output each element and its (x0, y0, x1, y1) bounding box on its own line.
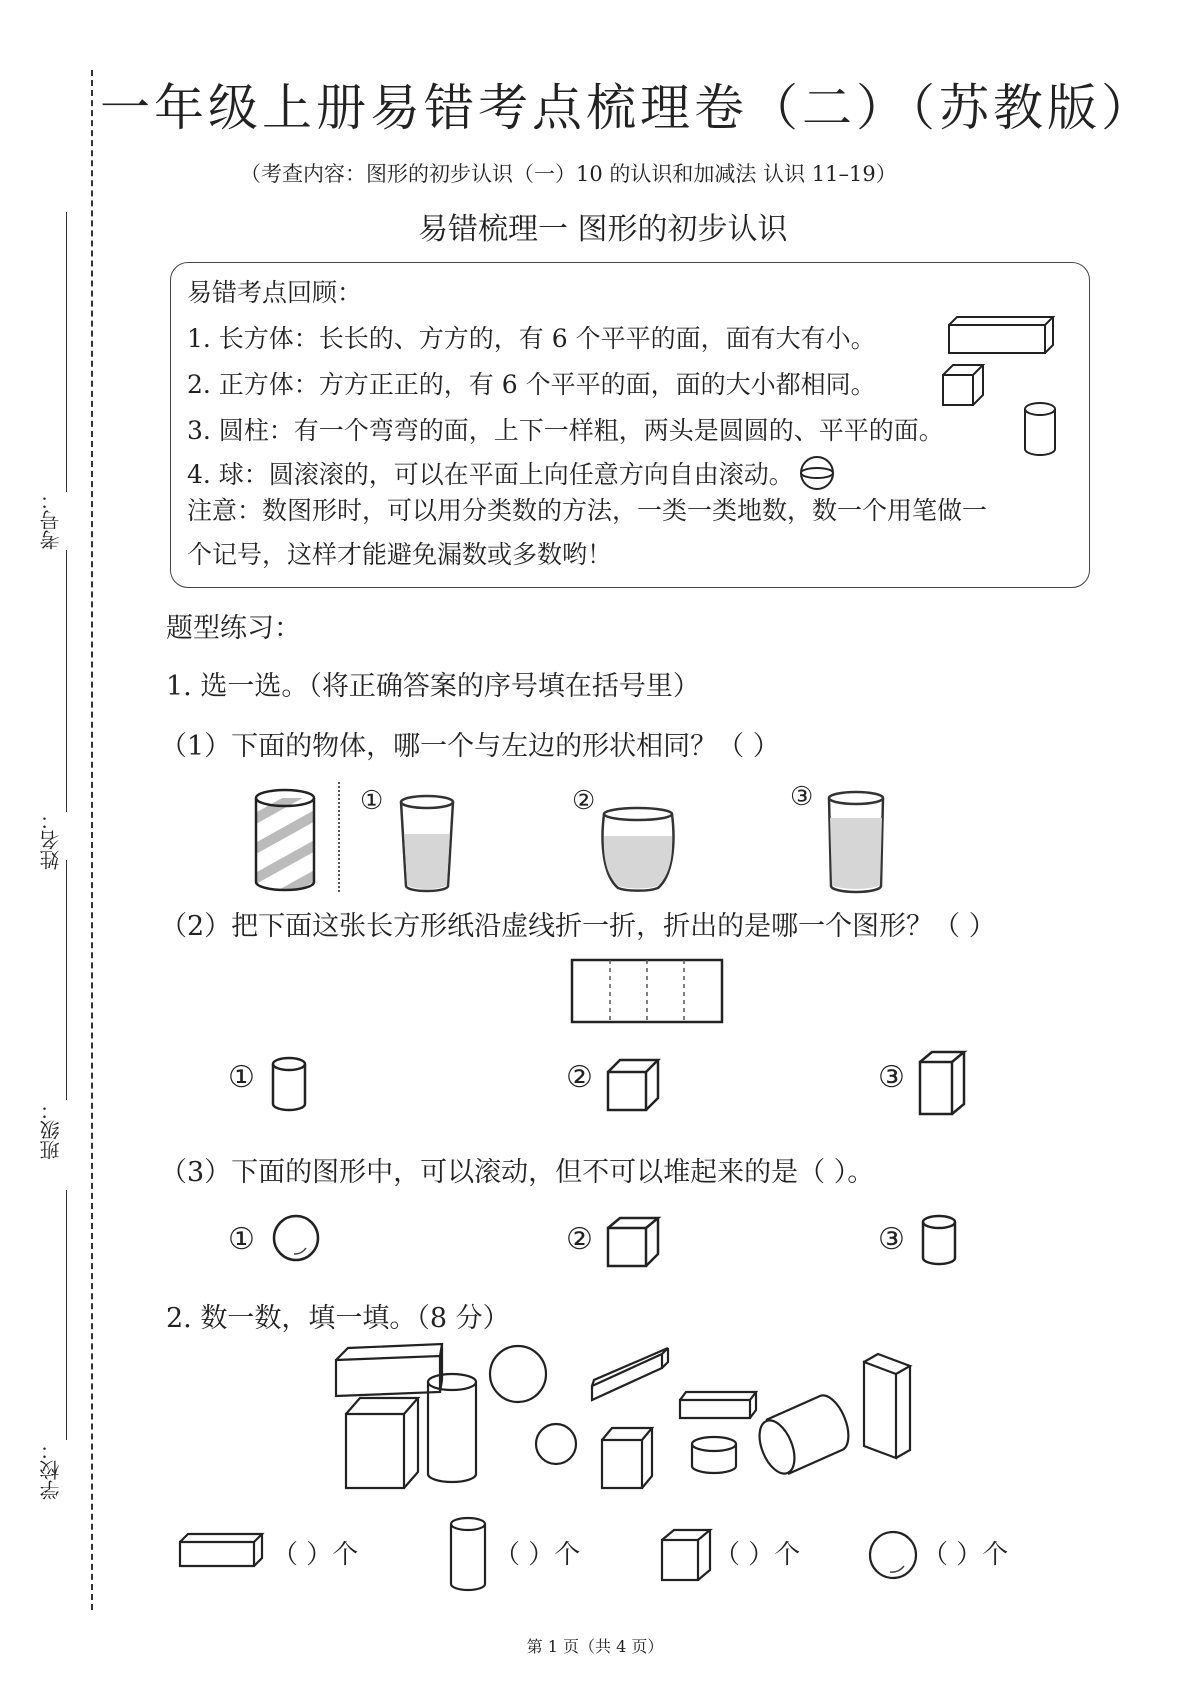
cluster-sphere-2 (536, 1424, 576, 1464)
review-item-cylinder: 3. 圆柱：有一个弯弯的面，上下一样粗，两头是圆圆的、平平的面。 (187, 416, 944, 445)
page-footer: 第 1 页（共 4 页） (526, 1637, 664, 1656)
bowl-cup-icon[interactable] (600, 806, 676, 896)
name-line (66, 550, 67, 812)
folding-paper-icon (570, 958, 724, 1024)
q1-3-cube-icon[interactable] (606, 1216, 660, 1268)
exam-number-line (66, 212, 67, 492)
count-cylinder-blank[interactable]: （ ）个 (494, 1540, 581, 1570)
q1-2-option-3-label: ③ (878, 1060, 905, 1095)
question-1-title: 1. 选一选。（将正确答案的序号填在括号里） (166, 671, 700, 702)
q1-2-cylinder-icon[interactable] (270, 1056, 310, 1114)
cluster-cylinder-1 (428, 1374, 476, 1482)
class-label: 班级： (39, 1100, 63, 1160)
practice-heading: 题型练习： (166, 613, 301, 644)
cluster-cuboid-3 (680, 1392, 756, 1418)
review-heading: 易错考点回顾： (187, 278, 363, 307)
striped-can-icon (252, 786, 322, 892)
cluster-cylinder-3 (753, 1395, 849, 1478)
shapes-cluster (330, 1340, 950, 1490)
section-title: 易错梳理一 图形的初步认识 (418, 212, 788, 247)
q1-3-option-3-label: ③ (878, 1222, 905, 1257)
cluster-cuboid-1 (336, 1344, 442, 1396)
review-box (170, 262, 1090, 588)
cube-icon (941, 363, 985, 407)
count-cuboid-icon (178, 1530, 268, 1570)
count-cube-blank[interactable]: （ ）个 (714, 1540, 801, 1570)
tall-glass-icon[interactable] (826, 790, 888, 894)
cluster-cube-2 (602, 1428, 652, 1488)
sphere-icon (799, 455, 839, 491)
cluster-sphere-1 (490, 1346, 546, 1402)
review-item-cuboid: 1. 长方体：长长的、方方的，有 6 个平平的面，面有大有小。 (187, 324, 876, 353)
count-sphere-blank[interactable]: （ ）个 (922, 1540, 1009, 1570)
review-item-sphere: 4. 球：圆滚滚的，可以在平面上向任意方向自由滚动。 (187, 460, 794, 489)
q1-2-option-2-label: ② (566, 1060, 593, 1095)
count-cylinder-icon (448, 1516, 492, 1594)
divider-dotted (338, 782, 340, 892)
question-1-3[interactable]: （3）下面的图形中，可以滚动，但不可以堆起来的是（ ）。 (160, 1157, 875, 1188)
cuboid-icon (947, 315, 1057, 357)
cluster-cuboid-4 (864, 1354, 910, 1458)
class-line (66, 860, 67, 1100)
q1-2-cuboid-icon[interactable] (918, 1050, 966, 1116)
review-note-line2: 个记号，这样才能避免漏数或多数哟！ (187, 540, 613, 569)
question-2-title: 2. 数一数，填一填。（8 分） (166, 1303, 510, 1334)
binding-dashed-line (91, 70, 93, 1610)
cluster-cylinder-2 (692, 1437, 736, 1473)
q1-2-option-1-label: ① (228, 1060, 255, 1095)
cylinder-icon (1023, 401, 1059, 457)
name-label: 姓名： (39, 810, 63, 870)
q1-3-option-2-label: ② (566, 1222, 593, 1257)
exam-number-label: 考号： (39, 490, 63, 550)
name-field[interactable] (18, 520, 78, 870)
school-line (66, 1190, 67, 1440)
school-field[interactable] (18, 1150, 78, 1500)
q1-3-cylinder-icon[interactable] (920, 1214, 960, 1268)
class-field[interactable] (18, 830, 78, 1160)
glass-cup-icon[interactable] (398, 794, 458, 894)
q1-1-option-2-label: ② (572, 786, 596, 816)
page-title: 一年级上册易错考点梳理卷（二）（苏教版） (100, 79, 1155, 137)
question-1-2[interactable]: （2）把下面这张长方形纸沿虚线折一折，折出的是哪一个图形？（ ） (160, 911, 996, 942)
exam-number-field[interactable] (18, 200, 78, 550)
cluster-cube-1 (346, 1398, 418, 1488)
page-subtitle: （考查内容：图形的初步认识（一）10 的认识和加减法 认识 11–19） (240, 162, 897, 186)
school-label: 学校： (39, 1440, 63, 1500)
count-sphere-icon (868, 1528, 920, 1584)
q1-3-option-1-label: ① (228, 1222, 255, 1257)
review-note-line1: 注意：数图形时，可以用分类数的方法，一类一类地数，数一个用笔做一 (187, 496, 988, 525)
question-1-1[interactable]: （1）下面的物体，哪一个与左边的形状相同？（ ） (160, 731, 780, 762)
cluster-cuboid-2 (592, 1348, 668, 1400)
review-item-cube: 2. 正方体：方方正正的，有 6 个平平的面，面的大小都相同。 (187, 370, 876, 399)
q1-3-sphere-icon[interactable] (272, 1214, 322, 1264)
q1-1-option-3-label: ③ (790, 782, 814, 812)
q1-1-option-1-label: ① (360, 786, 384, 816)
count-cube-icon (660, 1528, 712, 1584)
count-cuboid-blank[interactable]: （ ）个 (272, 1540, 359, 1570)
q1-2-cube-icon[interactable] (606, 1058, 660, 1112)
